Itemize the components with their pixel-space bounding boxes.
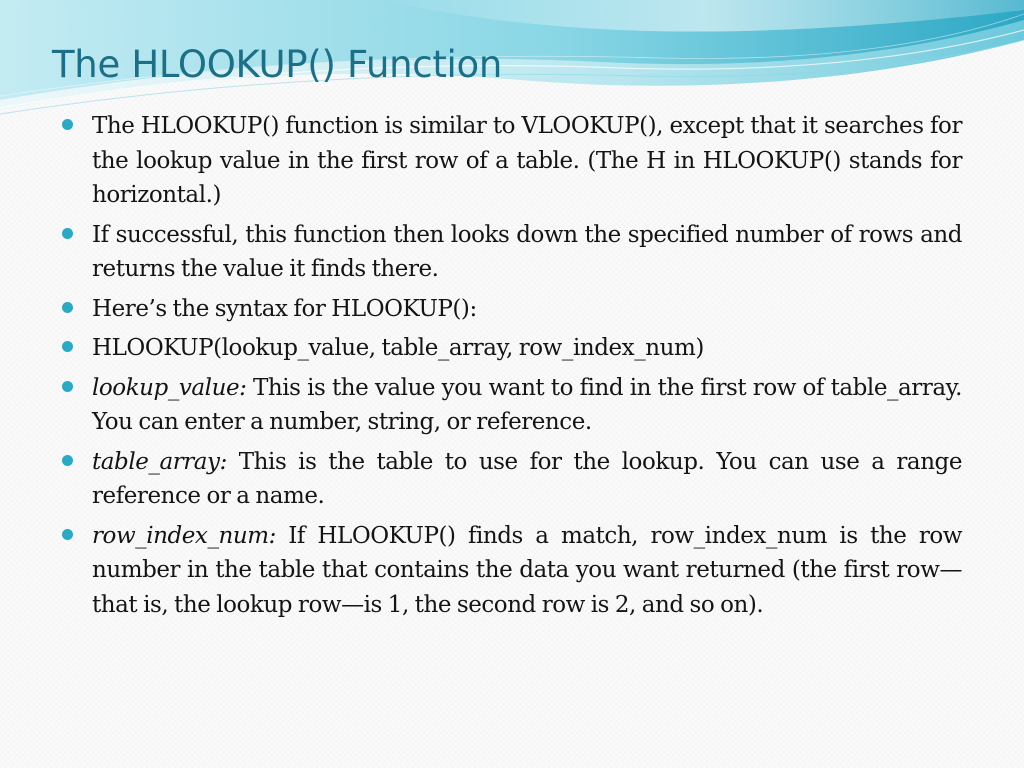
bullet-icon (62, 455, 73, 466)
bullet-icon (62, 529, 73, 540)
slide-title: The HLOOKUP() Function (52, 43, 503, 86)
bullet-item (62, 519, 962, 623)
bullet-text: This is the value you want to find in the first row of table_array. You can enter a number, string, or reference. (92, 374, 962, 435)
bullet-text: The HLOOKUP() function is similar to VLOOKUP(), except that it searches for the lookup value in the first row of a table. (The H in HLOOKUP() stands for horizontal.) (92, 113, 962, 208)
bullet-icon (62, 302, 73, 313)
bullet-text: Here’s the syntax for HLOOKUP(): (92, 295, 477, 322)
parameter-term: lookup_value: (92, 374, 247, 401)
bullet-icon (62, 228, 73, 239)
bullet-text: HLOOKUP(lookup_value, table_array, row_index_num) (92, 335, 704, 361)
bullet-list (62, 109, 962, 627)
bullet-item (62, 292, 962, 327)
bullet-item (62, 445, 962, 514)
bullet-icon (62, 119, 73, 130)
bullet-item (62, 109, 962, 213)
bullet-text: If successful, this function then looks down the specified number of rows and returns the value it finds there. (92, 221, 962, 282)
parameter-term: row_index_num: (92, 522, 276, 549)
bullet-icon (62, 341, 73, 352)
bullet-item (62, 331, 962, 366)
parameter-term: table_array: (92, 448, 227, 475)
bullet-text: This is the table to use for the lookup. You can use a range reference or a name. (92, 448, 962, 509)
bullet-item (62, 218, 962, 287)
bullet-item (62, 371, 962, 440)
bullet-text: If HLOOKUP() finds a match, row_index_num is the row number in the table that contains the data you want returned (the first row—that is, the lookup row—is 1, the second row is 2, and so on). (92, 522, 962, 618)
bullet-icon (62, 381, 73, 392)
